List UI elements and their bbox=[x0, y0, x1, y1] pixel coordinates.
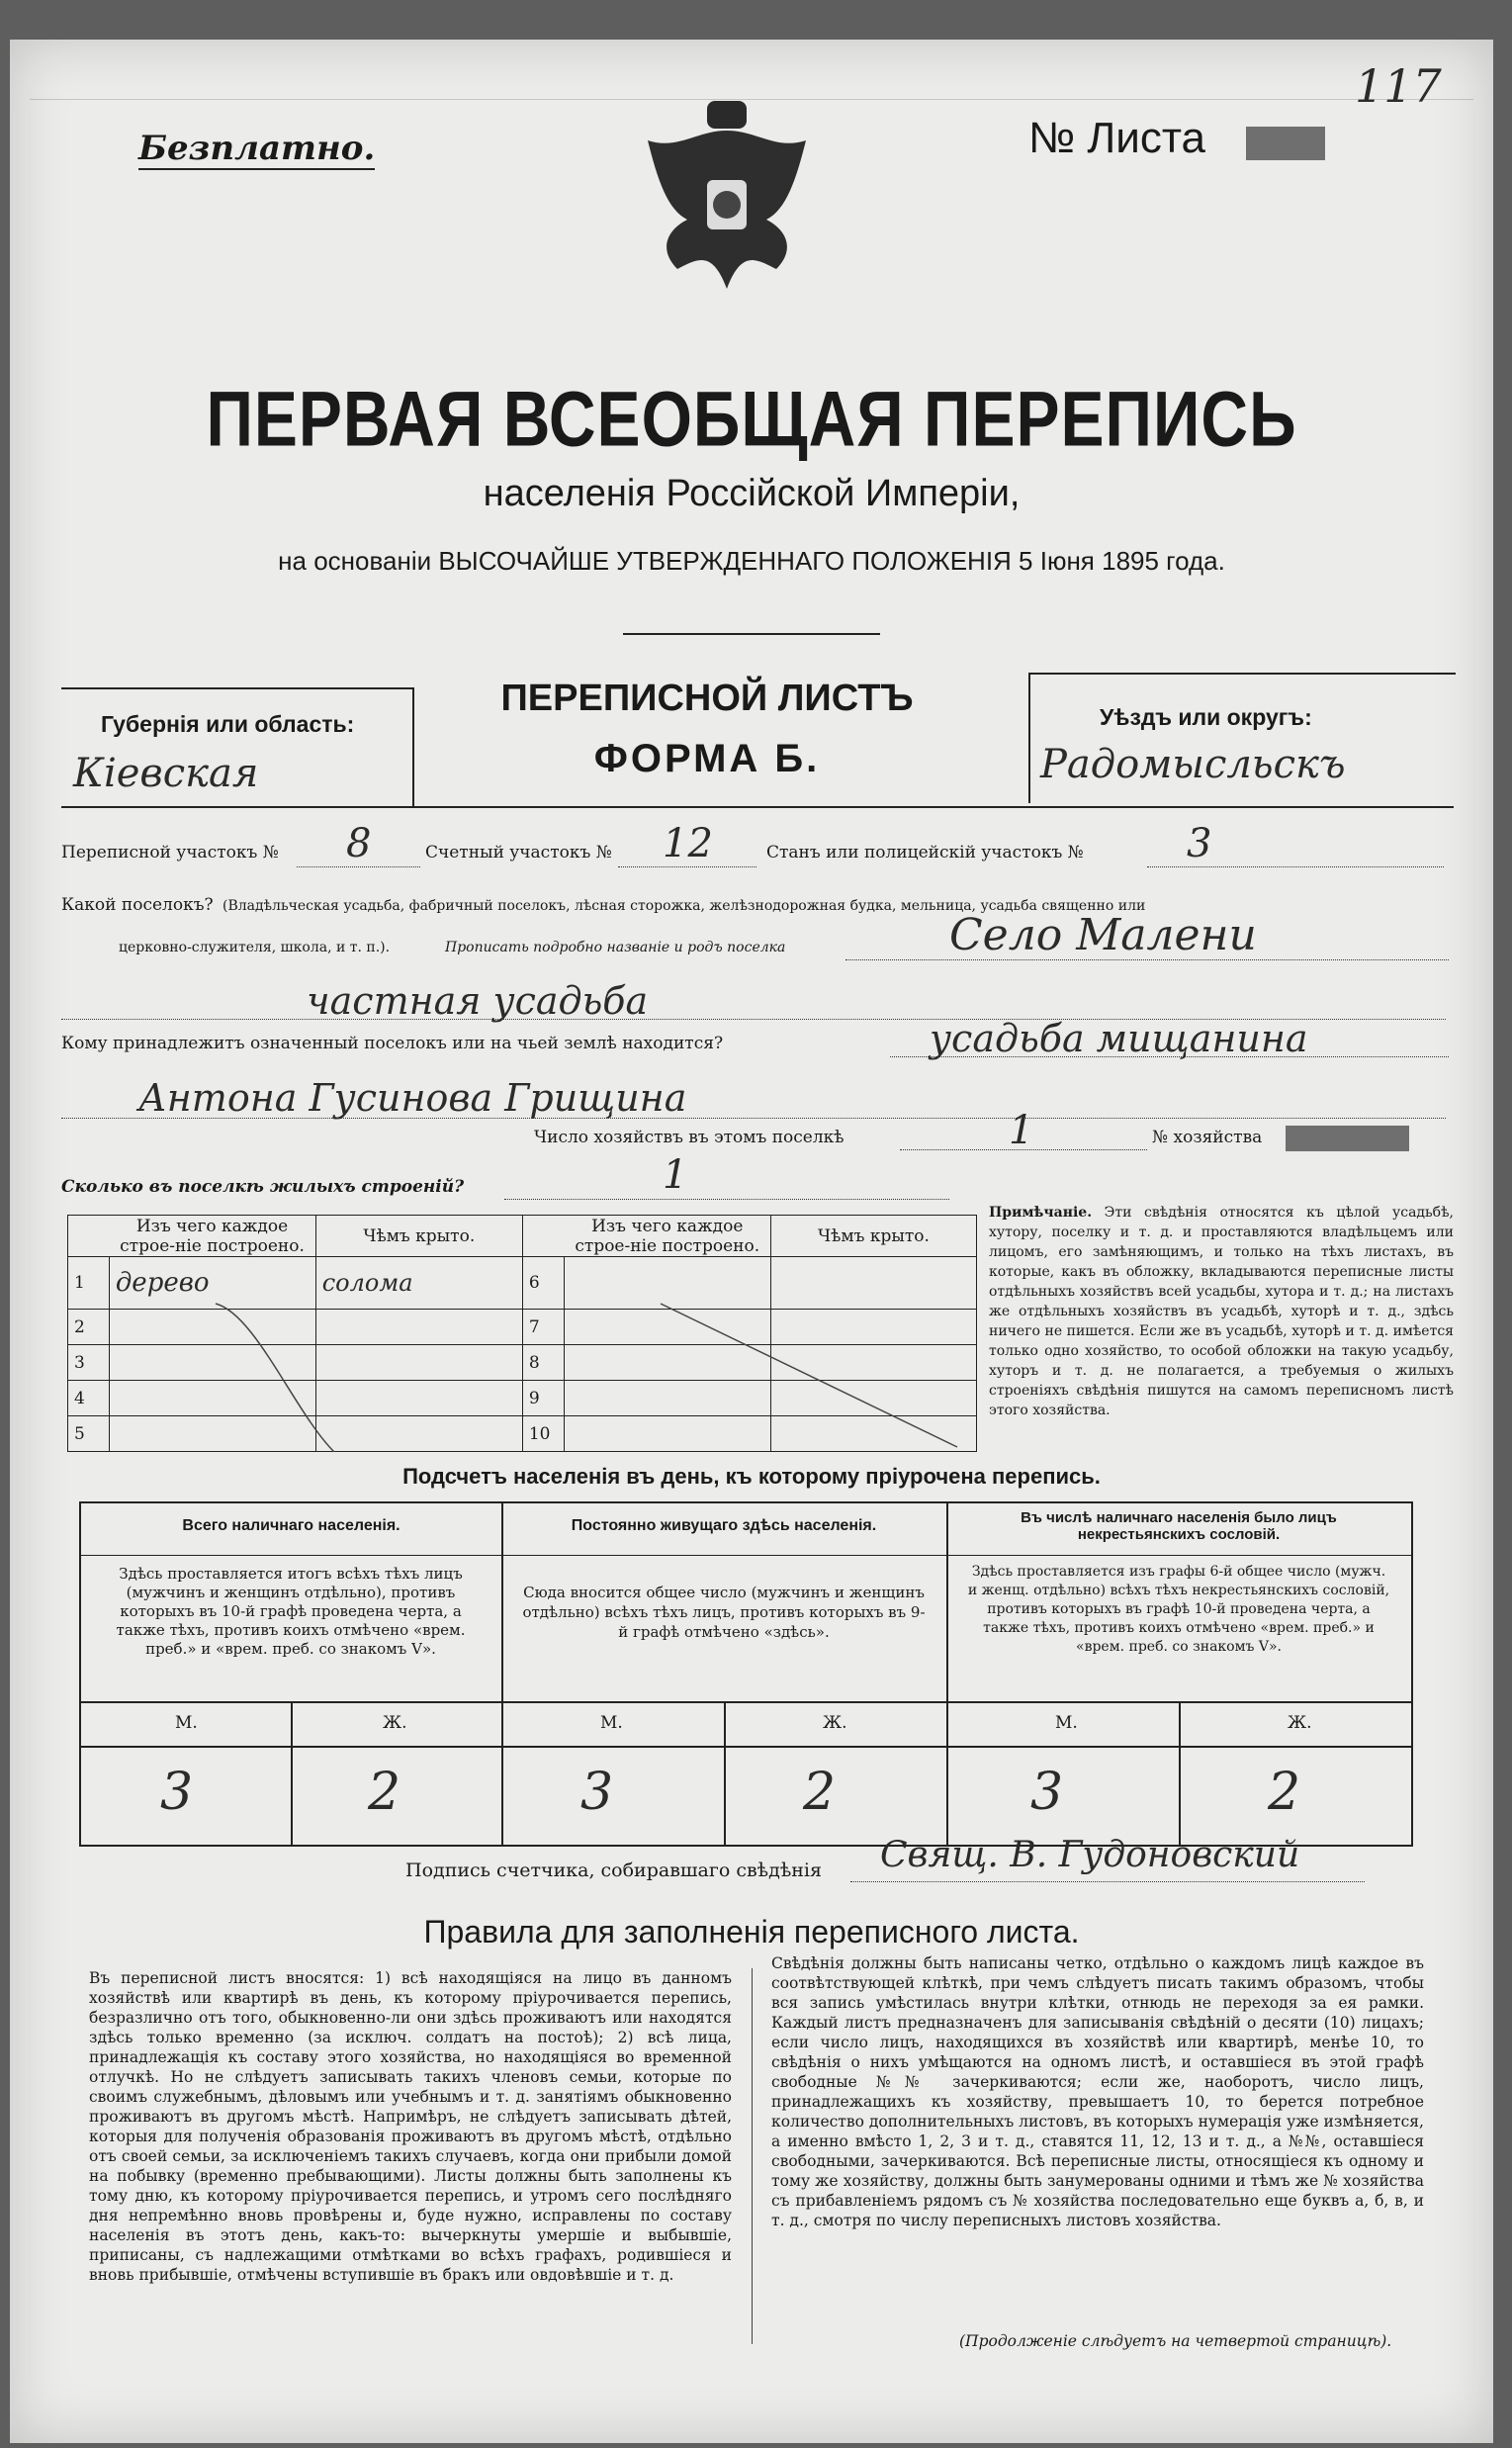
buildings-label: Сколько въ поселкѣ жилыхъ строеній? bbox=[61, 1177, 465, 1197]
count-heading: Подсчетъ населенія въ день, къ которому пріурочена перепись. bbox=[402, 1464, 1101, 1489]
district-box bbox=[1028, 673, 1456, 803]
census-area-value: 8 bbox=[346, 821, 372, 866]
note-title: Примѣчаніе. bbox=[989, 1205, 1093, 1221]
present-f-value: 2 bbox=[368, 1763, 401, 1822]
note-block bbox=[989, 1203, 1454, 1420]
sheet-number-blot bbox=[1246, 127, 1325, 160]
census-area-label: Переписной участокъ № bbox=[61, 843, 279, 862]
household-number-blot bbox=[1286, 1126, 1409, 1151]
f-label-2: Ж. bbox=[823, 1713, 847, 1733]
f-label-3: Ж. bbox=[1288, 1713, 1312, 1733]
settlement-hint2: церковно-служителя, школа, и т. п.). bbox=[119, 940, 391, 955]
count-box-nonpeasant: Въ числѣ наличнаго населенія было лицъ некрестьянскихъ сословій. Здѣсь проставляется изъ графы 6-й общее число (мужч. и женщ. отдѣльно) всѣхъ тѣхъ некрестьянскихъ сословій, противъ которыхъ въ графѣ 10-й проведена черта, а также тѣхъ, противъ коихъ отмѣчено «врем. преб.» и «врем. преб. со знакомъ V». bbox=[946, 1503, 1411, 1845]
households-label: Число хозяйствъ въ этомъ поселкѣ bbox=[534, 1128, 845, 1147]
count-area-line bbox=[618, 866, 756, 867]
households-value: 1 bbox=[1009, 1108, 1034, 1153]
count-box-resident: Постоянно живущаго здѣсь населенія. Сюда вносится общее число (мужчинъ и женщинъ отдѣльно) всѣхъ тѣхъ лицъ, противъ которыхъ въ 9-й графѣ отмѣчено «здѣсь». bbox=[501, 1503, 948, 1845]
free-label: Безплатно. bbox=[138, 129, 376, 168]
table-strike-lines bbox=[67, 1215, 977, 1452]
form-subtitle: ФОРМА Б. bbox=[593, 737, 821, 780]
row1-roof: солома bbox=[315, 1257, 522, 1310]
resident-m-value: 3 bbox=[580, 1763, 614, 1822]
province-label: Губернія или область: bbox=[101, 711, 355, 737]
table-row: 5 10 bbox=[68, 1416, 977, 1452]
m-label-2: М. bbox=[600, 1713, 623, 1733]
col-material-left: Изъ чего каждое строе-ніе построено. bbox=[109, 1216, 315, 1257]
rules-title: Правила для заполненія переписного листа. bbox=[423, 1914, 1080, 1949]
rules-continued: (Продолженіе слѣдуетъ на четвертой страницѣ). bbox=[959, 2332, 1392, 2350]
present-m-value: 3 bbox=[160, 1763, 194, 1822]
form-header-rule bbox=[61, 806, 1454, 808]
rules-divider bbox=[752, 1968, 753, 2344]
settlement-value: Село Малени bbox=[949, 910, 1257, 960]
col-material-right: Изъ чего каждое строе-ніе построено. bbox=[565, 1216, 771, 1257]
district-label: Уѣздъ или округъ: bbox=[1100, 704, 1312, 730]
sheet-number-label: № Листа bbox=[1028, 114, 1206, 162]
household-number-label: № хозяйства bbox=[1152, 1128, 1263, 1147]
main-title: ПЕРВАЯ ВСЕОБЩАЯ ПЕРЕПИСЬ bbox=[206, 374, 1297, 463]
count-area-label: Счетный участокъ № bbox=[425, 843, 612, 862]
settlement-value2: частная усадьба bbox=[307, 979, 649, 1023]
table-row: 1 дерево солома 6 bbox=[68, 1257, 977, 1310]
handwritten-sheet-number: 117 bbox=[1355, 59, 1442, 113]
form-title: ПЕРЕПИСНОЙ ЛИСТЪ bbox=[500, 678, 914, 719]
signature-label: Подпись счетчика, собиравшаго свѣдѣнія bbox=[405, 1859, 822, 1881]
note-text: Эти свѣдѣнія относятся къ цѣлой усадьбѣ, хутору, поселку и т. д. и проставляются владѣльцемъ или лицомъ, его замѣняющимъ, и только на тѣхъ листахъ, въ которые, какъ въ обложку, вкладываются переписные листы отдѣльныхъ хозяйствъ всей усадьбы, хутора и т. д.; на листахъ же отдѣльныхъ хозяйствъ въ усадьбѣ, хуторѣ и т. д., здѣсь ничего не пишется. Если же въ усадьбѣ, хуторѣ и т. д. имѣется только одно хозяйство, то особой обложки на такую усадьбу, хуторъ и т. д. не полагается, а требуемыя о жилыхъ строеніяхъ свѣдѣнія пишутся на самомъ переписномъ листѣ этого хозяйства. bbox=[989, 1205, 1454, 1418]
rules-left: Въ переписной листъ вносятся: 1) всѣ находящіяся на лицо въ данномъ хозяйствѣ или квартирѣ въ день, къ которому пріурочивается перепись, безразлично отъ того, обыкновенно-ли они здѣсь проживаютъ или находятся здѣсь только временно (за исключ. солдатъ на постоѣ); 2) всѣ лица, принадлежащія къ составу этого хозяйства, но находящіяся во временной отлучкѣ. Но не слѣдуетъ записывать такихъ членовъ семьи, которые по своимъ служебнымъ, дѣловымъ или учебнымъ и т. д. занятіямъ обыкновенно проживаютъ въ другомъ мѣстѣ. Напримѣръ, не слѣдуетъ записывать дѣтей, которыя для полученія образованія проживаютъ въ другомъ мѣстѣ, отдѣльно отъ своей семьи, за исключеніемъ такихъ случаевъ, когда они прибыли домой на побывку (временно пребывающими). Листы должны быть заполнены къ тому дню, къ которому пріурочивается перепись, и утромъ сего послѣдняго дня непремѣнно вновь провѣрены и, буде нужно, исправлены по составу населенія въ этотъ день, какъ-то: вычеркнуты умершіе и выбывшіе, приписаны, съ надлежащими отмѣтками во всѣхъ графахъ, родившіеся и вновь прибывшіе, отмѣчены вступившіе въ бракъ или овдовѣвшіе и т. д. bbox=[89, 1969, 732, 2284]
district-value: Радомысльскъ bbox=[1040, 742, 1346, 787]
rules-right: Свѣдѣнія должны быть написаны четко, отдѣльно о каждомъ лицѣ каждое въ соотвѣтствующей клѣткѣ, при чемъ слѣдуетъ писать такимъ образомъ, чтобы вся запись умѣстилась внутри клѣтки, отнюдь не переходя за ея рамки. Каждый листъ предназначенъ для записыванія свѣдѣній о десяти (10) лицахъ; если число лицъ, находящихся въ хозяйствѣ или квартирѣ, менѣе 10, то свѣдѣнія о нихъ умѣщаются на одномъ листѣ, и оставшіеся въ этой графѣ свободные №№ зачеркиваются; если же, наоборотъ, число лицъ, принадлежащихъ къ хозяйству, превышаетъ 10, то берется потребное количество дополнительныхъ листовъ, въ которыхъ нумерація уже измѣняется, а именно вмѣсто 1, 2, 3 и т. д., ставятся 11, 12, 13 и т. д., а №№, оставшіеся свободными, зачеркиваются. Всѣ переписные листы, относящіеся къ одному и тому же хозяйству, должны быть занумерованы одними и тѣмъ же № хозяйства съ прибавленіемъ рядомъ съ № хозяйства последовательно еще буквъ а, б, в, и т. д., смотря по числу переписныхъ листовъ хозяйства. bbox=[771, 1954, 1424, 2229]
divider bbox=[623, 633, 880, 635]
count-table bbox=[79, 1501, 1413, 1847]
row1-material: дерево bbox=[109, 1257, 315, 1310]
m-label-1: М. bbox=[175, 1713, 198, 1733]
nonpeasant-f-value: 2 bbox=[1268, 1763, 1301, 1822]
col-roof-right: Чѣмъ крыто. bbox=[770, 1216, 976, 1257]
count-box-present: Всего наличнаго населенія. Здѣсь проставляется итогъ всѣхъ тѣхъ лицъ (мужчинъ и женщинъ отдѣльно), противъ которыхъ въ 10-й графѣ проведена черта, а также тѣхъ, противъ коихъ отмѣчено «врем. преб.» и «врем. преб. со знакомъ V». bbox=[81, 1503, 503, 1845]
table-row: 3 8 bbox=[68, 1345, 977, 1381]
province-box bbox=[61, 687, 414, 808]
m-label-3: М. bbox=[1055, 1713, 1078, 1733]
col-roof-left: Чѣмъ крыто. bbox=[315, 1216, 522, 1257]
buildings-line bbox=[504, 1199, 949, 1200]
station-label: Станъ или полицейскій участокъ № bbox=[766, 843, 1084, 862]
signature-line bbox=[850, 1881, 1365, 1882]
province-value: Кіевская bbox=[73, 751, 259, 796]
station-value: 3 bbox=[1187, 821, 1212, 866]
settlement-hint: (Владѣльческая усадьба, фабричный поселокъ, лѣсная сторожка, желѣзнодорожная будка, мельница, усадьба священно или bbox=[222, 898, 1146, 914]
signature-value: Свящ. В. Гудоновский bbox=[880, 1835, 1300, 1875]
count-area-value: 12 bbox=[663, 821, 713, 866]
buildings-value: 1 bbox=[663, 1152, 688, 1198]
table-row: 2 7 bbox=[68, 1310, 977, 1345]
owner-value: усадьба мищанина bbox=[930, 1017, 1308, 1060]
nonpeasant-m-value: 3 bbox=[1030, 1763, 1064, 1822]
subtitle: населенія Россійской Имперіи, bbox=[483, 473, 1021, 514]
station-line bbox=[1147, 866, 1444, 867]
imperial-eagle-emblem bbox=[628, 101, 826, 299]
census-area-line bbox=[297, 866, 420, 867]
table-row: 4 9 bbox=[68, 1381, 977, 1416]
census-sheet bbox=[10, 40, 1493, 2443]
owner-value2: Антона Гусинова Грищина bbox=[138, 1076, 687, 1120]
settlement-label: Какой поселокъ? bbox=[61, 895, 214, 915]
owner-label: Кому принадлежитъ означенный поселокъ или на чьей землѣ находится? bbox=[61, 1034, 724, 1053]
settlement-instruction: Прописать подробно названіе и родъ поселка bbox=[445, 940, 786, 955]
resident-f-value: 2 bbox=[803, 1763, 837, 1822]
f-label-1: Ж. bbox=[383, 1713, 407, 1733]
legal-basis: на основаніи ВЫСОЧАЙШЕ УТВЕРЖДЕННАГО ПОЛОЖЕНІЯ 5 Іюня 1895 года. bbox=[278, 546, 1225, 576]
